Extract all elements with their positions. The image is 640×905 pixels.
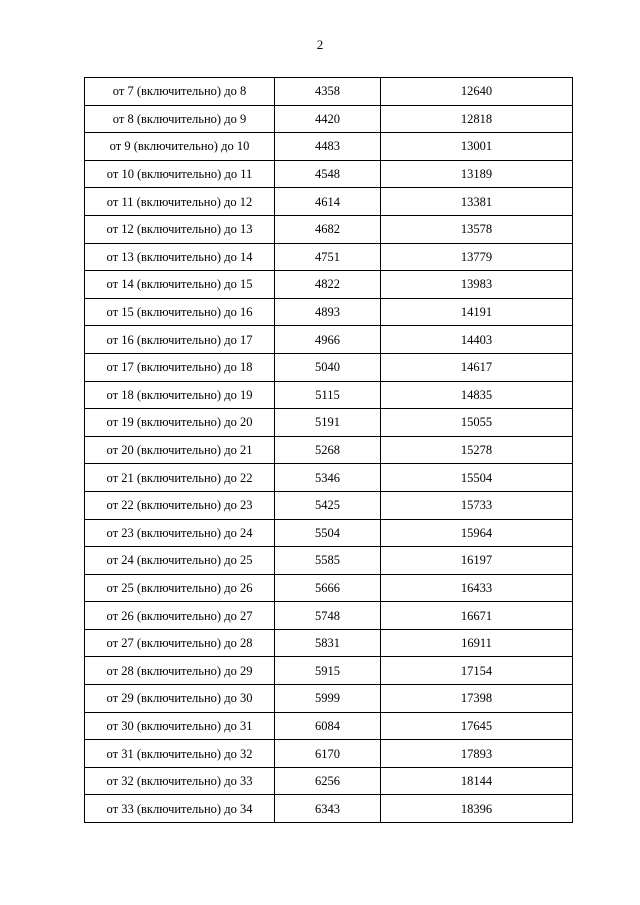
table-row bbox=[85, 519, 573, 547]
value-cell-2: 14403 bbox=[381, 326, 573, 354]
table-row bbox=[85, 740, 573, 768]
value-cell-2: 13001 bbox=[381, 133, 573, 161]
value-cell-2: 17398 bbox=[381, 685, 573, 713]
page-number: 2 bbox=[316, 37, 324, 52]
table-row bbox=[85, 243, 573, 271]
value-cell-1: 5666 bbox=[275, 574, 381, 602]
range-cell: от 31 (включительно) до 32 bbox=[85, 740, 275, 768]
table-row bbox=[85, 188, 573, 216]
value-cell-2: 15055 bbox=[381, 409, 573, 437]
value-cell-1: 5831 bbox=[275, 629, 381, 657]
value-cell-1: 5748 bbox=[275, 602, 381, 630]
value-cell-2: 16671 bbox=[381, 602, 573, 630]
range-cell: от 9 (включительно) до 10 bbox=[85, 133, 275, 161]
table-row bbox=[85, 436, 573, 464]
range-cell: от 10 (включительно) до 11 bbox=[85, 160, 275, 188]
table-row bbox=[85, 326, 573, 354]
value-cell-1: 4483 bbox=[275, 133, 381, 161]
value-cell-2: 16197 bbox=[381, 547, 573, 575]
value-cell-1: 5585 bbox=[275, 547, 381, 575]
value-cell-2: 13189 bbox=[381, 160, 573, 188]
range-cell: от 15 (включительно) до 16 bbox=[85, 298, 275, 326]
value-cell-1: 4822 bbox=[275, 271, 381, 299]
value-cell-1: 6170 bbox=[275, 740, 381, 768]
range-cell: от 16 (включительно) до 17 bbox=[85, 326, 275, 354]
data-table bbox=[84, 77, 573, 823]
value-cell-1: 5346 bbox=[275, 464, 381, 492]
value-cell-2: 12818 bbox=[381, 105, 573, 133]
table-row bbox=[85, 547, 573, 575]
range-cell: от 22 (включительно) до 23 bbox=[85, 491, 275, 519]
value-cell-2: 13578 bbox=[381, 215, 573, 243]
range-cell: от 12 (включительно) до 13 bbox=[85, 215, 275, 243]
value-cell-1: 6084 bbox=[275, 712, 381, 740]
value-cell-1: 4893 bbox=[275, 298, 381, 326]
table-row bbox=[85, 657, 573, 685]
range-cell: от 11 (включительно) до 12 bbox=[85, 188, 275, 216]
value-cell-1: 4966 bbox=[275, 326, 381, 354]
value-cell-1: 4614 bbox=[275, 188, 381, 216]
range-cell: от 28 (включительно) до 29 bbox=[85, 657, 275, 685]
value-cell-2: 16433 bbox=[381, 574, 573, 602]
value-cell-2: 13381 bbox=[381, 188, 573, 216]
range-cell: от 17 (включительно) до 18 bbox=[85, 353, 275, 381]
range-cell: от 21 (включительно) до 22 bbox=[85, 464, 275, 492]
value-cell-2: 18396 bbox=[381, 795, 573, 823]
table-row bbox=[85, 629, 573, 657]
range-cell: от 25 (включительно) до 26 bbox=[85, 574, 275, 602]
value-cell-2: 15504 bbox=[381, 464, 573, 492]
range-cell: от 30 (включительно) до 31 bbox=[85, 712, 275, 740]
table-body bbox=[85, 78, 573, 823]
table-row bbox=[85, 78, 573, 106]
range-cell: от 23 (включительно) до 24 bbox=[85, 519, 275, 547]
range-cell: от 27 (включительно) до 28 bbox=[85, 629, 275, 657]
table-row bbox=[85, 133, 573, 161]
range-cell: от 20 (включительно) до 21 bbox=[85, 436, 275, 464]
value-cell-1: 6343 bbox=[275, 795, 381, 823]
value-cell-1: 5915 bbox=[275, 657, 381, 685]
value-cell-2: 15733 bbox=[381, 491, 573, 519]
range-cell: от 29 (включительно) до 30 bbox=[85, 685, 275, 713]
value-cell-1: 5504 bbox=[275, 519, 381, 547]
range-cell: от 24 (включительно) до 25 bbox=[85, 547, 275, 575]
table-row bbox=[85, 795, 573, 823]
value-cell-2: 14617 bbox=[381, 353, 573, 381]
table-row bbox=[85, 409, 573, 437]
table-row bbox=[85, 491, 573, 519]
value-cell-1: 5115 bbox=[275, 381, 381, 409]
table-row bbox=[85, 381, 573, 409]
value-cell-2: 12640 bbox=[381, 78, 573, 106]
value-cell-1: 4548 bbox=[275, 160, 381, 188]
value-cell-2: 18144 bbox=[381, 767, 573, 795]
value-cell-2: 13779 bbox=[381, 243, 573, 271]
value-cell-1: 4682 bbox=[275, 215, 381, 243]
table-row bbox=[85, 271, 573, 299]
value-cell-2: 14835 bbox=[381, 381, 573, 409]
value-cell-1: 5999 bbox=[275, 685, 381, 713]
table-row bbox=[85, 298, 573, 326]
table-row bbox=[85, 685, 573, 713]
value-cell-2: 14191 bbox=[381, 298, 573, 326]
table-row bbox=[85, 712, 573, 740]
value-cell-1: 5040 bbox=[275, 353, 381, 381]
value-cell-2: 16911 bbox=[381, 629, 573, 657]
table-row bbox=[85, 105, 573, 133]
range-cell: от 33 (включительно) до 34 bbox=[85, 795, 275, 823]
value-cell-2: 17893 bbox=[381, 740, 573, 768]
range-cell: от 26 (включительно) до 27 bbox=[85, 602, 275, 630]
value-cell-2: 15278 bbox=[381, 436, 573, 464]
range-cell: от 8 (включительно) до 9 bbox=[85, 105, 275, 133]
value-cell-2: 15964 bbox=[381, 519, 573, 547]
value-cell-1: 4420 bbox=[275, 105, 381, 133]
range-cell: от 19 (включительно) до 20 bbox=[85, 409, 275, 437]
table-row bbox=[85, 464, 573, 492]
range-cell: от 13 (включительно) до 14 bbox=[85, 243, 275, 271]
value-cell-1: 5191 bbox=[275, 409, 381, 437]
value-cell-1: 5268 bbox=[275, 436, 381, 464]
value-cell-1: 4751 bbox=[275, 243, 381, 271]
value-cell-2: 17154 bbox=[381, 657, 573, 685]
table-row bbox=[85, 353, 573, 381]
value-cell-1: 4358 bbox=[275, 78, 381, 106]
value-cell-1: 5425 bbox=[275, 491, 381, 519]
table-row bbox=[85, 574, 573, 602]
range-cell: от 32 (включительно) до 33 bbox=[85, 767, 275, 795]
range-cell: от 7 (включительно) до 8 bbox=[85, 78, 275, 106]
value-cell-2: 17645 bbox=[381, 712, 573, 740]
table-row bbox=[85, 602, 573, 630]
value-cell-2: 13983 bbox=[381, 271, 573, 299]
value-cell-1: 6256 bbox=[275, 767, 381, 795]
range-cell: от 14 (включительно) до 15 bbox=[85, 271, 275, 299]
table-row bbox=[85, 767, 573, 795]
table-row bbox=[85, 160, 573, 188]
range-cell: от 18 (включительно) до 19 bbox=[85, 381, 275, 409]
table-row bbox=[85, 215, 573, 243]
